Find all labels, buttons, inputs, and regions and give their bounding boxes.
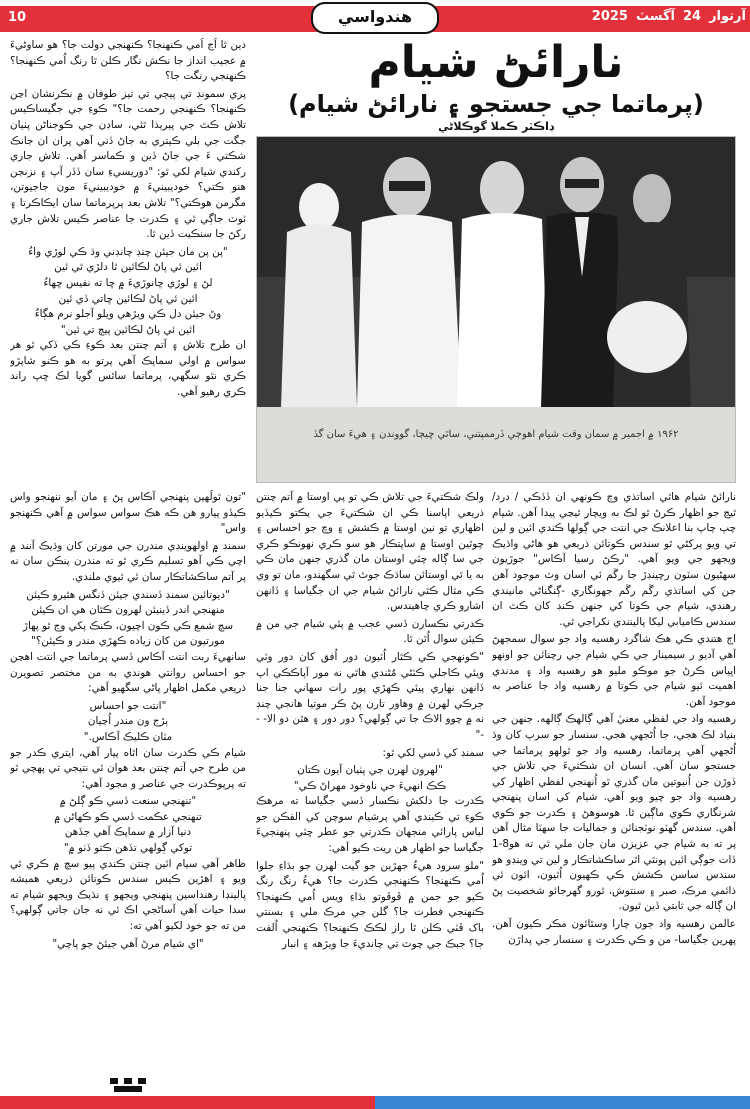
paragraph: ولڪ شڪتيءَ جي تلاش ڪي تو پي اوستا ۾ آتم چنتن ذريعي اپاسنا ڪي ان شڪتيءَ جي يڪتو ڪيڏيو اظهاري تو نين اوستا ۾ ڪشش ۽ وڇ جو احساس ۽ چوٿين اوستا ۾ ساپتڪار هو سو ڪري نهونڪو ڪري جي سا ڳاله چٽي اوستان مان گذري جنهن مان ڪي به يا ٿي اوستائن ساڌڪ جوٿ ٿي سگهندو، مان تو وي ڪي مثال ڪٿي نارائڻ شيام جي ان جگياسا ۽ ڏانهن اشارو ڪري چاهيندس. [256,491,484,613]
footer-red-band [0,1096,375,1109]
issue-date [584,9,746,24]
poem-line: مٽان ڪليڪ آڪاس." [83,730,173,743]
end-of-article-icon [110,1078,146,1094]
paragraph: شيام ڪي ڪدرت سان اٿاه پيار آهي، ايتري ڪدر جو من طرح جي آتم چنتن بعد هوان ئي نتيجي تي پهچي ٿو ته پرپوڪدرت جي عناصر و مجود آهي: [10,746,246,790]
year: 2025 [591,9,628,24]
paragraph: دين ٿا اُڃ اُمي ڪنهنجا؟ ڪنهنجي دولت جا؟ هو ساوڻيءَ ۾ عجيب انداز جا نڪش نگار ڪلن ٿا رنگ اُمي ڪنهنجا؟ ڪنهنجي رنگت جا؟ [10,39,246,83]
poem-line: "پن پن مان جيئن چنڊ چانڊني وڌ ڪي لوڙي واءُ [28,245,228,258]
paragraph: ظاهر آهي سيام ائين چنتن ڪندي پيو سچ ۾ ڪري ٿي ويو ۽ اهڙين ڪيس سندس ڪوتائن ذريعي هميشه پالينڊا رهنداسين پنهنجي ويجهو ۽ نڌيڪ ويجهو شيام ته سدا حيات آهي آساڻجي اڪ ئي نه جان جاتي ڳولهي؟ من ته جو خود لکيو آهي ته: [10,857,246,933]
paragraph: سمنڊ ۾ اولهوينڊي مندرن جي مورتن کان وڌيڪ آنند ۾ اچي ڪي آهو تسليم ڪري ٿو ته مندرن پنڪن سان نه پر آتم ساڪشاتڪار سان ئي ٿيوي ملندي. [10,539,246,583]
paragraph: عالمن رهسيه واد جون چارا وسٿائون مڪر ڪيون آهن. پهرين جگياسا- من و ڪي ڪدرت ۽ سنسار جي پداڙن [492,918,736,946]
poem-line: سچ شمع ڪي ڪون اچيون، ڪنڪ پکي وڃ ٿو پهاڙ [22,619,234,632]
paragraph: پري سمونڊ تي پيڄي تي تيز طوفان ۾ نڪرنشان اڃن ڪنهنجا؟ ڪنهنجي رحمت جا؟" ڪوءِ جي جگيساڪيس تلاش ڪٿ جي پيريذا ٿئي، ساڊن جي ڪوجناڻن پٺيان جگت جي بلي ڪيتري به جاڻ ڏني آهي پران ان جانڪ شڪتي ءَ جي جاڻ ڏين و ڪماسر آهي. تلاش جاري رکندي شيام لکي ٿو: "دوريسيءِ سان ڏڏر آپ ۽ نزنڄن هنو ڪتي؟ خوديبينيءَ ۾ خوديبينيءَ مون جاجيوتن، مگرمن هوڪتي؟" تلاش بعد پرپرماتما سان ايڪاڪرتا ۽ ٽوٽ جاڳي ٿي ۽ ڪدرت جا عناصر ڪيس تلاش جاري رکڻ جا سنڪيت ڏين ٿا. [10,87,246,241]
paragraph: سمنڊ کي ڏسي لکي ٿو: [382,746,484,759]
middle-column [256,490,484,1090]
poem-line: "انتت جو احساس [89,699,167,712]
page-number: 10 [8,10,27,25]
article-heading [256,38,736,133]
day-name: آرتوار [709,9,746,24]
poem-line: وڻ جيئن دل ڪي ويڙهي ويلو آجلو نرم هڳاءُ [34,308,222,321]
paragraph: رهسيه واد جي لفظي معنيٰ آهي ڳالهڪ ڳالهه. جنهن جي بنياد لڪ هجي، جا اُڻجهي هجي. سنسار جو سرپ کان وڌ اُڻجهي آهي پرماتما، رهسيه واد جو ٿولهو پرماتما جي جستجو سان آهي. انسان ان شڪتيءَ جي تلاش جي ڏوڙن جن اُنيوتين مان گذري ٿو اُنهنجي لفظي اظهار کي رهسيه واد جو چيو ويو آهي. شيام کي اسان پنهنجي شرنگاري ڪوي ماڳين ٿا. هوسوهڻ ۽ ڪدرت جو ڪوي آهي. سندس گهٽو نوٽجنائن و جماليات جا سهٽا مثال آهن پر ته به شيام جي عزيزن مان جان ملي ٿي ته هو8-1 ڏات جوڳي ائين پونٿي اٿر ساڪشاتڪار و لين تي وينڊو هو سندس ساسن ڪشش ڪي ڪهيون اُٿيون، ائون ئي ذائمي مرڪ، صبر ۽ سنتوش، ٿورو گهرجائو شخصيت پڻ ان ڳاله جي ثابتي ڏين ٿيون. [492,713,736,913]
paragraph: سانهيءَ ربت انتت آڪاس ڏسي پرماتما جي انتت اهڃن جو احساس روانتي هوندي به من مختصر تصويرن ذريعي مکمل اظهار پاڻي سگهيو آهي: [10,650,246,695]
paragraph: "تون ٿولُهين پنهنجي آڪاس پڻ ۽ مان آيو ننهنجو واس ڪيڏو پيارو هن ڪه هڪ سواس سواس ۾ آهي ڪنهنجو واس" [10,491,246,535]
date-day: 24 [682,9,702,24]
poem-line: دنيا آزار ۾ سماپڪ آهي جڏهن [64,826,192,839]
footer-blue-band [375,1096,750,1109]
paragraph: نارائڻ شيام هاٿي اساتذي وچ ڪونهي ان ڏڏڪي / درد/ ٿيڃ جو اظهار ڪرڻ ٿو لڪ به ويچار ٿيڃي پيدا آهن. شيام چپ چاپ بنا اعلانڪ جي انتت جي ڳولها ڪندي ائين و لين تي ويو پرکڻي ٿو سندس ڪوتائن ذريعي هو هاڻي واڌيڪ ويجهو جي ويو آهي. "رڪڻ رسيا آڪاس" جوڙيون سهڻيون سٽون رڇينڊڙ جا رڱم ئي اسان وٽ موجود آهن جن کي اساتذي رڱم رڱم جهونگاري -ڳنگناڻي مانيندي رهندي، شيام جي ڪوتا کي جنهن ڪنڊ کان ڪٿ ان سندس ڪاميابي ليکا پالينندي نکراجي ٿي. [492,491,736,628]
masthead-logo: هندواسي [311,2,439,34]
poem-line: لڻ ۽ لوڙي ڇانوڙيءَ ۾ ڇا ته نفيس ڇهاءُ [43,276,213,289]
article-subtitle: (پرماتما جي جستجو ۽ نارائڻ شيام) [288,90,704,118]
group-photo [256,136,736,483]
paragraph: ڪدرتي نڪسارن ڏسي عجب ۾ پئي شيام جي من ۾ ڪيئن سوال اُٿن ٿا. [256,617,484,646]
poem-line: "تنهنجي سنعت ڏسي ڪو ڳلڻ ۾ [59,795,197,808]
paragraph: اڄ هتندي ڪي هڪ شاگرد رهسيه واد جو سوال سمجهڻ آهي آديو ر سيمينار جي ڪي شيام جي رچنائن جو اونهو اڀياس ڪرڻ جو موڪو مليو هو رهسيه واد ۽ مدندي اهميت ئيو شيام جي ڪوتا ۾ رهسيه واد جا عناصر به موجود آهن. [492,633,736,708]
month-name: آگسٽ [635,9,675,24]
paragraph: ان طرح تلاش ۽ آتم چنتن بعد ڪوءِ ڪي ڏکي ٿو هر سواس ۾ اولي سماپڪ آهي پرتو به هو ڪنو شاپڙو ڪري نٿو سگهي، پرماتما ساٿس گويا لڪ ڇپ راند ڪري رهيو آهي. [10,339,246,399]
poem-line: ٻڙج ون مندر اُڃيان [87,715,169,728]
poem-line: "ديوتائين سمنڊ ڏسندي جيئن ڏنگس هٿيرو ڪيئن [26,588,230,601]
poem-line: مورتيون من کان زياده ڪهڙي مندر و ڪيئن؟" [31,635,225,648]
left-column-top [10,38,246,486]
right-column [492,490,736,1090]
poem-line: ائين ئي پاڻ لڪائين ٿا دلڙي ٿي ئين [54,261,202,274]
top-header-bar [0,0,750,34]
paragraph: "ڪونهجي ڪي ڪٿار اُٽيون دور اُفق کان دور وٽي ويئي ڪاجلي ڪٽڻي مُڻندي هاٿي نه مور آپاڪڪي اپ ڏانهن نهاري پيئي ڪهڙي پور رات سهاني جنا جنا جرڪي لهرن ۾ وهاور تارن پڻ ڪر موتيا هانجي چنڊ نه ۾ چوو الاڪ جا تي ڳولهي؟ دور دور ۽ هٿن دو الا- - -" [256,650,484,741]
article-title: نارائڻ شيام [368,37,624,88]
poem-line: "اي شيام مرڻ آهي جيئڻ جو پاچي" [52,937,204,950]
poem-line: تنهنجي عڪمت ڏسي ڪو ڪهاڻن ۾ [54,810,202,823]
poem-line: منهنجي اندر ڏينيئن لهرون ڪٿان هي ان ڪيئن [31,604,225,617]
poem-line: ائين ئي پاڻ لڪائين ڇاتي ڏي ئين [58,292,198,305]
paragraph: ڪدرت جا دلکش نڪسار ڏسي جگياسا ته مرهڪ ڪوءِ تي ڪيندي آهي پرشيام سوچن کي الفڪن جو لباس پارائي منجهان ڪدرتي جو عطر ڇٽي پنهنجيءَ جگياسا جو اظهار هن ريت ڪيو آهي: [256,795,484,855]
article-author: ڊاڪٽر ڪملا گوڪلاڻي [438,120,554,133]
photo-caption: ۱۹۶۲ ۾ اجمير ۾ سمان وقت شيام اهوڄي ڏرممپتني، ساٿي ڇيڄا، گووندن ۽ ھيءَ سان گڏ [313,429,679,440]
paragraph: "ملو سرود هيءُ جهڙين جو گيت لهرن جو بڌاءِ جلوا اُمي ڪنهنجا؟ ڪنهنجي ڪدرت جا؟ هيءُ رنگ رنگ ڪيو جو جمن ۾ ڦوڦوتو بڌاءِ ويس اُمي ڪنهنجا؟ ڪنهنجي فطرت جا؟ گلن جي مرڪ ملي ۽ بسنتي باک ڦٽي ڪلن ٿا راز لڪڪ ڪنهنجا؟ ڪنهنجي اُلفت جا؟ جبڪ جي چوٽ تي چانديءَ جا ويڙهه ۽ انبار [256,859,484,950]
poem-line: "لهرون لهرن جي پٺيان آيون ڪتان [297,764,443,777]
poem-line: ائين ئي پاڻ لڪائين پيچ تي ئين" [60,323,196,336]
left-column-bottom [10,490,246,1074]
poem-line: توکي ڳولهي تڏهن ڪتو ڏٺو ۾" [63,842,193,855]
poem-line: ڪڪ انهيءَ جي ناوخود مهراڻ ڪي" [293,779,447,792]
footer-bar [0,1096,750,1109]
photo-illustration [257,137,735,482]
